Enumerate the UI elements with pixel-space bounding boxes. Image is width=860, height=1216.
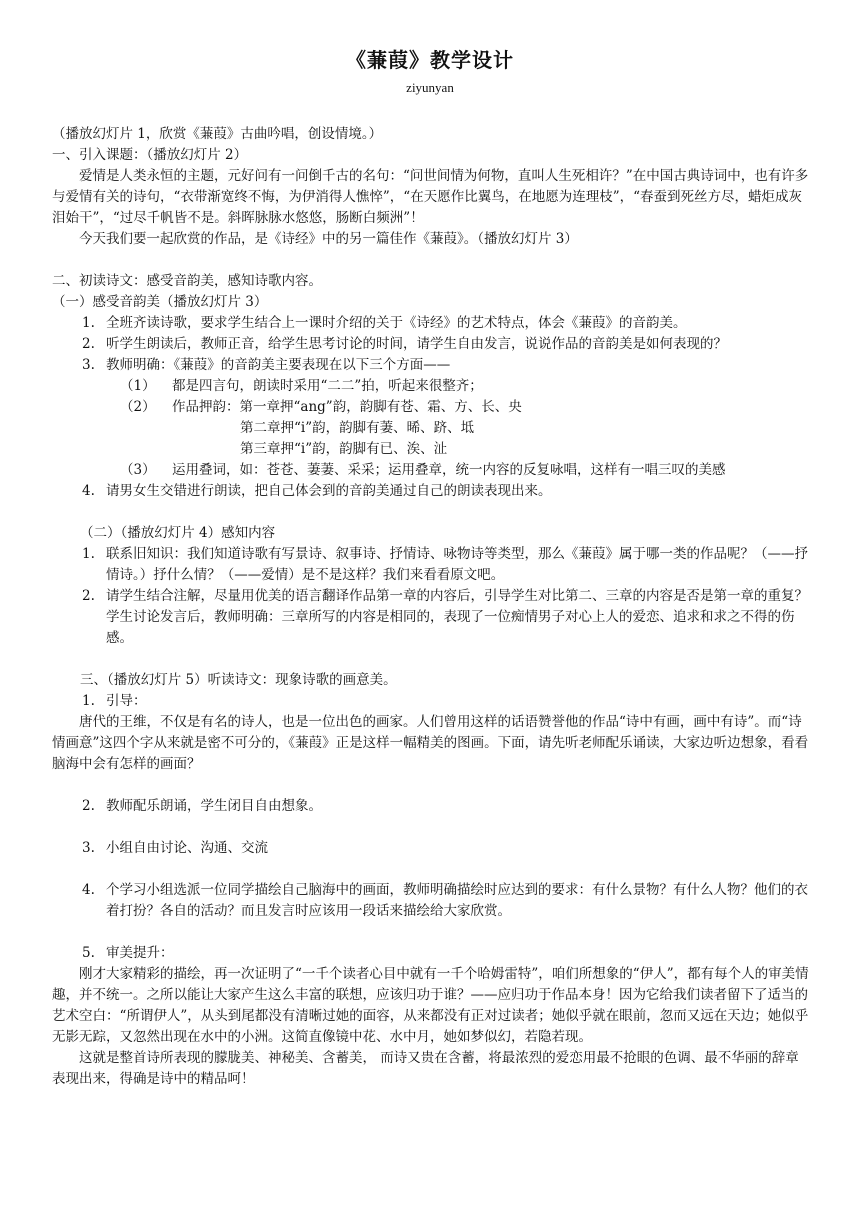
sub-point-text: 运用叠词，如：苍苍、萋萋、采采；运用叠章，统一内容的反复咏唱，这样有一唱三叹的美感 xyxy=(172,462,726,478)
section-1-heading: 一、引入课题：（播放幻灯片 2） xyxy=(52,147,248,163)
list-item xyxy=(52,838,812,859)
subsection-1-heading: （一）感受音韵美（播放幻灯片 3） xyxy=(52,294,268,310)
sub-point-number: （2） xyxy=(120,399,156,415)
document-title: 《蒹葭》教学设计 xyxy=(346,48,514,72)
list-item xyxy=(52,355,812,376)
list-item-text: 全班齐读诗歌，要求学生结合上一课时介绍的关于《诗经》的艺术特点，体会《蒹葭》的音韵美。 xyxy=(106,315,687,331)
list-item-text: 听学生朗读后，教师正音，给学生思考讨论的时间，请学生自由发言，说说作品的音韵美是如何表现的？ xyxy=(106,336,727,352)
sub-point-text: 作品押韵：第一章押“ang”韵，韵脚有苍、霜、方、长、央 xyxy=(172,399,522,415)
spacer xyxy=(52,817,812,838)
subsection-2-heading: （二）（播放幻灯片 4）感知内容 xyxy=(80,525,276,541)
list-item-text: 个学习小组选派一位同学描绘自己脑海中的画面，教师明确描绘时应达到的要求：有什么景物？有什么人物？他们的衣着打扮？各自的活动？而且发言时应该用一段话来描绘给大家欣赏。 xyxy=(106,882,808,919)
sub-point xyxy=(52,376,812,397)
section-3-paragraph-3: 这就是整首诗所表现的朦胧美、神秘美、含蓄美， 而诗又贵在含蓄，将最浓烈的爱恋用最不抢眼的色调、最不华丽的辞章表现出来，得确是诗中的精品呵！ xyxy=(52,1050,799,1087)
list-item-number: 3. xyxy=(82,357,95,373)
spacer xyxy=(52,250,812,271)
list-item-number: 4. xyxy=(82,882,95,898)
list-item-number: 2. xyxy=(82,588,95,604)
list-item-number: 1. xyxy=(82,693,95,709)
list-item-number: 2. xyxy=(82,336,95,352)
list-item xyxy=(52,313,812,334)
list-item-text: 小组自由讨论、沟通、交流 xyxy=(106,840,268,856)
rhyme-line-2: 第二章押“i”韵，韵脚有萋、晞、跻、坻 xyxy=(240,420,475,436)
spacer xyxy=(52,922,812,943)
list-item-number: 1. xyxy=(82,315,95,331)
list-item-number: 3. xyxy=(82,840,95,856)
sub-point xyxy=(52,460,812,481)
list-item xyxy=(52,943,812,964)
section-1-paragraph-1: 爱情是人类永恒的主题，元好问有一问倒千古的名句：“问世间情为何物，直叫人生死相许？”在中国古典诗词中，也有许多与爱情有关的诗句，“衣带渐宽终不悔，为伊消得人憔悴”，“在天愿作比翼鸟，在地愿为连理枝”，“春蚕到死丝方尽，蜡炬成灰泪始干”，“过尽千帆皆不是。斜晖脉脉水悠悠，肠断白频洲”！ xyxy=(52,168,809,226)
intro-line: （播放幻灯片 1，欣赏《蒹葭》古曲吟唱，创设情境。） xyxy=(52,126,383,142)
list-item-number: 1. xyxy=(82,546,95,562)
list-item xyxy=(52,880,812,922)
list-item xyxy=(52,481,812,502)
spacer xyxy=(52,859,812,880)
list-item-text: 请学生结合注解，尽量用优美的语言翻译作品第一章的内容后，引导学生对比第二、三章的内容是否是第一章的重复？学生讨论发言后，教师明确：三章所写的内容是相同的，表现了一位痴情男子对心上人的爱恋、追求和求之不得的伤感。 xyxy=(106,588,808,646)
list-item-number: 5. xyxy=(82,945,95,961)
spacer xyxy=(52,502,812,523)
section-2-heading: 二、初读诗文：感受音韵美，感知诗歌内容。 xyxy=(52,273,322,289)
section-3-heading: 三、（播放幻灯片 5）听读诗文：现象诗歌的画意美。 xyxy=(80,672,397,688)
list-item xyxy=(52,544,812,586)
list-item-text: 联系旧知识：我们知道诗歌有写景诗、叙事诗、抒情诗、咏物诗等类型，那么《蒹葭》属于哪一类的作品呢？（——抒情诗。）抒什么情？（——爱情）是不是这样？我们来看看原文吧。 xyxy=(106,546,808,583)
rhyme-line-3: 第三章押“i”韵，韵脚有已、涘、沚 xyxy=(240,441,448,457)
list-item-number: 4. xyxy=(82,483,95,499)
sub-point-number: （3） xyxy=(120,462,156,478)
sub-point-text: 都是四言句，朗读时采用“二二”拍，听起来很整齐； xyxy=(172,378,483,394)
list-item-text: 引导： xyxy=(106,693,147,709)
spacer xyxy=(52,775,812,796)
list-item-text: 审美提升： xyxy=(106,945,174,961)
list-item xyxy=(52,796,812,817)
section-3-paragraph-1: 唐代的王维，不仅是有名的诗人，也是一位出色的画家。人们曾用这样的话语赞誉他的作品“诗中有画，画中有诗”。而“诗情画意”这四个字从来就是密不可分的，《蒹葭》正是这样一幅精美的图画。下面，请先听老师配乐诵读，大家边听边想象，看看脑海中会有怎样的画面？ xyxy=(52,714,809,772)
section-1-paragraph-2: 今天我们要一起欣赏的作品，是《诗经》中的另一篇佳作《蒹葭》。（播放幻灯片 3） xyxy=(79,231,578,247)
sub-point-number: （1） xyxy=(120,378,156,394)
section-3-paragraph-2: 刚才大家精彩的描绘，再一次证明了“一千个读者心目中就有一千个哈姆雷特”，咱们所想象的“伊人”，都有每个人的审美情趣，并不统一。之所以能让大家产生这么丰富的联想，应该归功于谁？——应归功于作品本身！因为它给我们读者留下了适当的艺术空白：“所谓伊人”，从头到尾都没有清晰过她的面容，从来都没有正对过读者；她似乎就在眼前，忽而又远在天边；她似乎无影无踪，又忽然出现在水中的小洲。这简直像镜中花、水中月，她如梦似幻，若隐若现。 xyxy=(52,966,809,1045)
list-item-text: 请男女生交错进行朗读，把自己体会到的音韵美通过自己的朗读表现出来。 xyxy=(106,483,552,499)
list-item-text: 教师明确：《蒹葭》的音韵美主要表现在以下三个方面—— xyxy=(106,357,451,373)
sub-point xyxy=(52,397,812,418)
document-body xyxy=(52,124,812,1090)
list-item xyxy=(52,691,812,712)
list-item xyxy=(52,334,812,355)
list-item xyxy=(52,586,812,649)
list-item-text: 教师配乐朗诵，学生闭目自由想象。 xyxy=(106,798,322,814)
document-author: ziyunyan xyxy=(406,80,454,95)
spacer xyxy=(52,649,812,670)
list-item-number: 2. xyxy=(82,798,95,814)
